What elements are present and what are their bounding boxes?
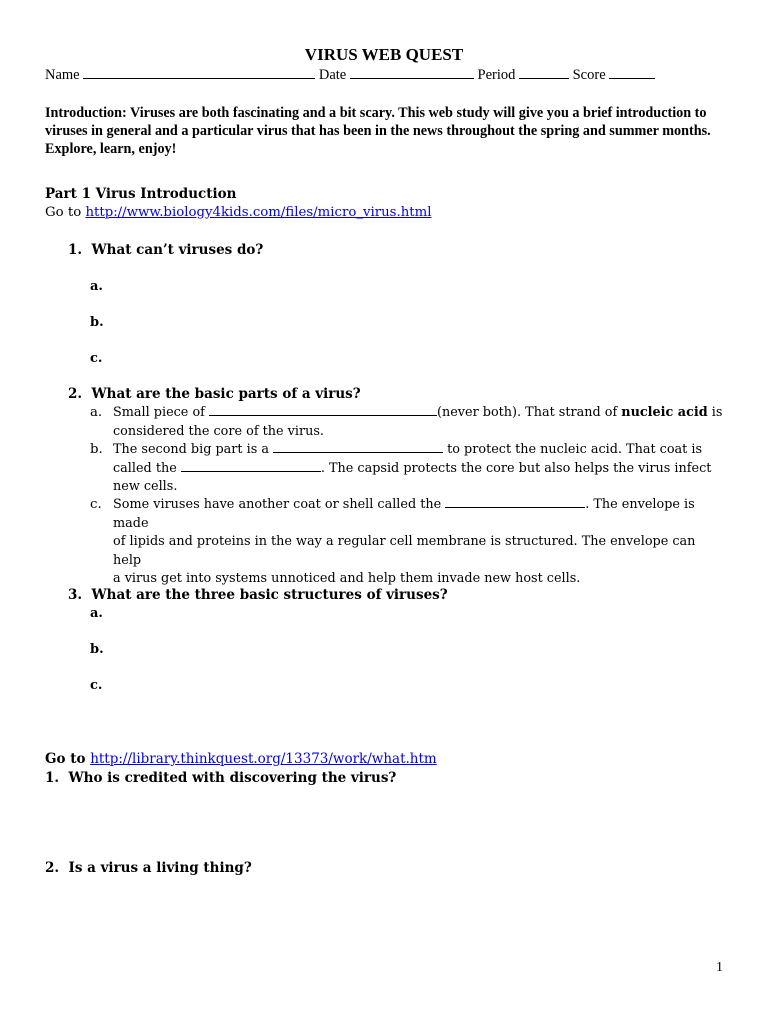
q3-question	[68, 587, 448, 603]
q2-a-pre: Small piece of	[113, 405, 205, 420]
q2-a-text	[113, 404, 723, 441]
goto-label-2: Go to	[45, 751, 86, 767]
part2-q1	[45, 770, 396, 786]
q2-b-post: to protect the nucleic acid. That coat is	[447, 442, 703, 457]
part2-q2-number: 2.	[45, 860, 60, 876]
q2-number: 2.	[68, 386, 83, 402]
name-blank[interactable]	[83, 67, 315, 79]
q2-a-label: a.	[90, 405, 103, 420]
q2-a-post: (never both). That strand of	[436, 405, 618, 420]
biology4kids-link[interactable]: http://www.biology4kids.com/files/micro_virus.html	[85, 205, 432, 220]
q3-number: 3.	[68, 587, 83, 603]
part2-q1-text: Who is credited with discovering the virus?	[68, 770, 397, 786]
q2-b-line3: new cells.	[113, 479, 178, 494]
thinkquest-link[interactable]: http://library.thinkquest.org/13373/work/what.htm	[90, 751, 437, 767]
q2-c-pre: Some viruses have another coat or shell called the	[113, 497, 442, 512]
document-title: VIRUS WEB QUEST	[304, 45, 464, 64]
q3-option-a: a.	[90, 606, 103, 621]
q2-b-blank2[interactable]	[181, 460, 321, 472]
score-blank[interactable]	[609, 67, 655, 79]
q1-question	[68, 242, 263, 258]
q1-number: 1.	[68, 242, 83, 258]
name-label: Name	[45, 67, 80, 83]
q2-b-line2-pre: called the	[113, 460, 177, 476]
part2-q1-number: 1.	[45, 770, 60, 786]
q3-option-b: b.	[90, 642, 104, 657]
q2-c-text	[113, 496, 723, 589]
q1-option-b: b.	[90, 315, 104, 330]
q2-b-text	[113, 441, 723, 497]
date-label: Date	[318, 67, 347, 83]
q2-c-post: . The envelope is made	[113, 497, 695, 531]
q2-b-label: b.	[90, 442, 103, 457]
q2-b-pre: The second big part is a	[113, 442, 269, 457]
q1-text: What can’t viruses do?	[91, 242, 264, 258]
header-fields	[45, 67, 655, 84]
q2-question	[68, 386, 361, 402]
part2-q2-text: Is a virus a living thing?	[68, 860, 252, 876]
q2-a-bold: nucleic acid	[621, 405, 708, 420]
score-label: Score	[572, 67, 606, 83]
period-blank[interactable]	[519, 67, 569, 79]
introduction: Introduction: Viruses are both fascinating and a bit scary. This web study will give you a brief introduction to viruses in general and a particular virus that has been in the news throughout the spring and summer months. Explore, learn, enjoy!	[45, 105, 711, 157]
q2-text: What are the basic parts of a virus?	[91, 386, 361, 402]
q1-option-a: a.	[90, 279, 103, 294]
part2-goto	[45, 751, 437, 767]
q2-c-line2: of lipids and proteins in the way a regular cell membrane is structured. The envelope can help	[113, 534, 696, 568]
q2-b-blank1[interactable]	[273, 441, 443, 453]
part1-goto	[45, 205, 431, 220]
q2-c-line3: a virus get into systems unnoticed and help them invade new host cells.	[113, 571, 581, 586]
q2-c-blank[interactable]	[445, 496, 585, 508]
date-blank[interactable]	[350, 67, 474, 79]
q3-option-c: c.	[90, 678, 103, 693]
q2-c-label: c.	[90, 497, 102, 512]
q2-a-end: is	[711, 405, 723, 420]
q3-text: What are the three basic structures of viruses?	[91, 587, 448, 603]
part2-q2	[45, 860, 252, 876]
q2-a-blank[interactable]	[209, 404, 437, 416]
page-number: 1	[716, 960, 723, 975]
q2-b-line2-post: . The capsid protects the core but also helps the virus infect	[320, 460, 712, 476]
period-label: Period	[477, 67, 516, 83]
part1-heading: Part 1 Virus Introduction	[45, 186, 237, 202]
q1-option-c: c.	[90, 351, 103, 366]
goto-label: Go to	[45, 205, 82, 220]
q2-a-line2: considered the core of the virus.	[113, 423, 324, 439]
